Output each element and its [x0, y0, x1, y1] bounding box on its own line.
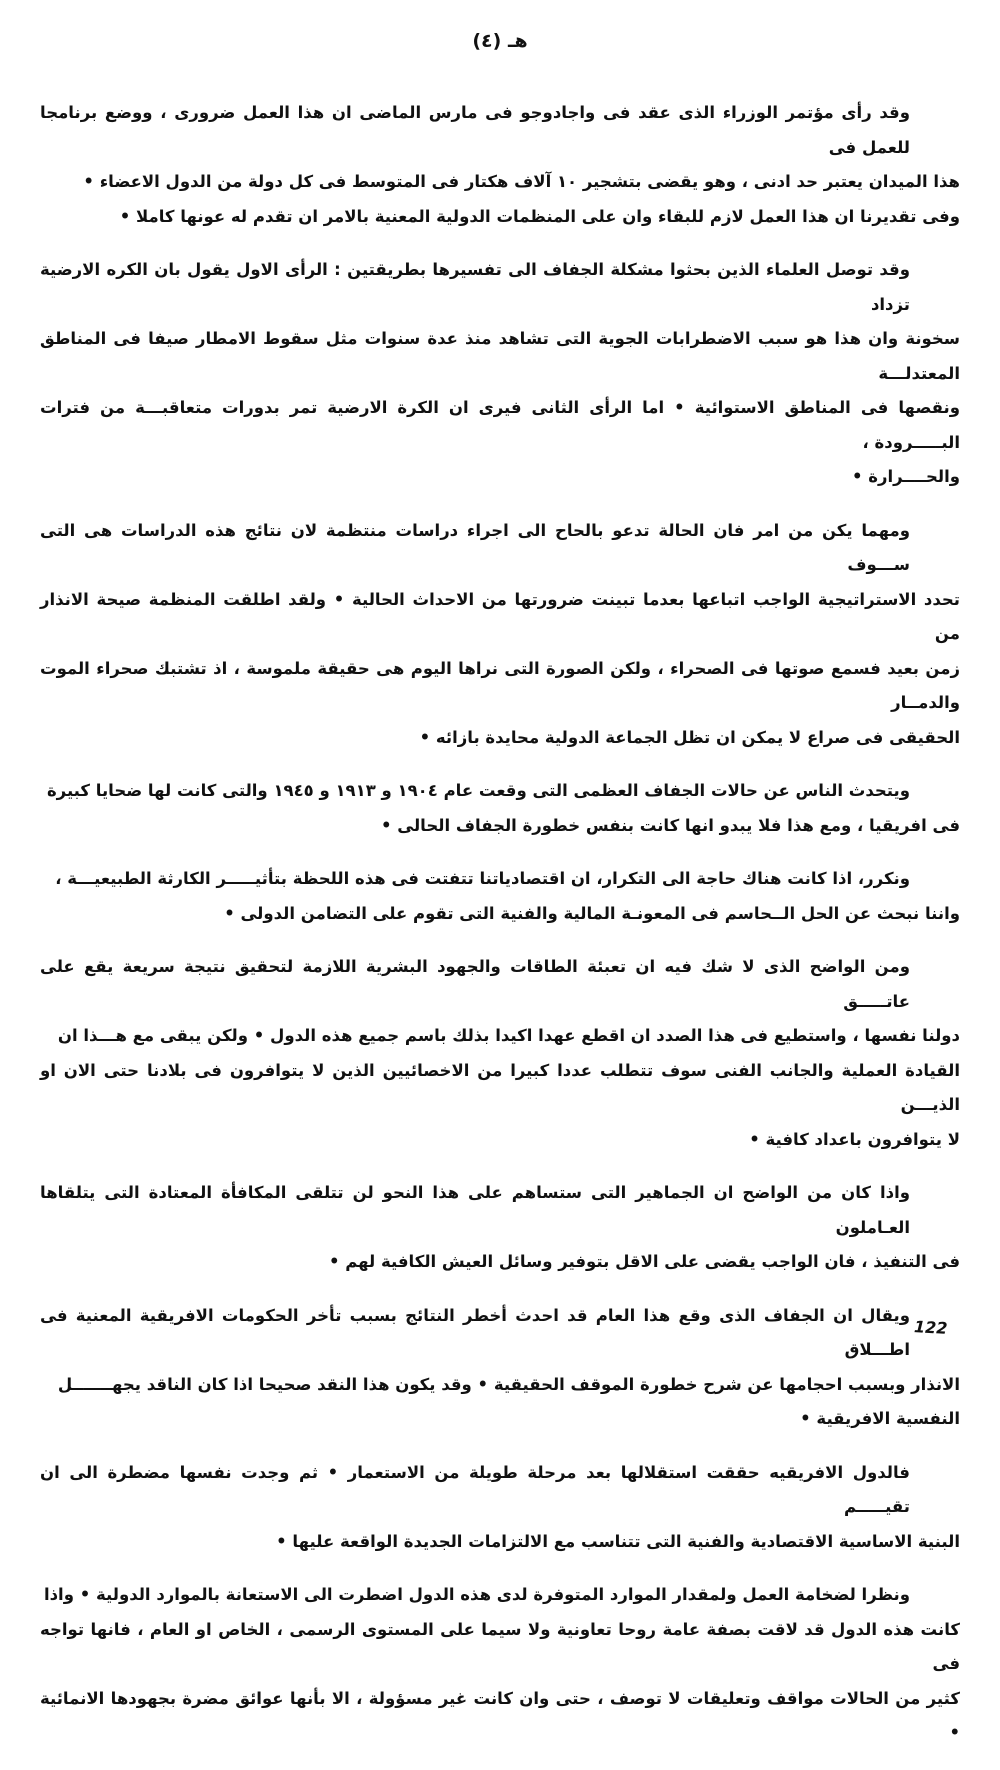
document-body: [40, 96, 960, 1770]
text-line: واذا كان من الواضح ان الجماهير التى ستساهم على هذا النحو لن تتلقى المكافأة المعتادة التى يتلقاها العـاملون: [40, 1183, 910, 1237]
paragraph: [40, 950, 960, 1157]
text-line: سخونة وان هذا هو سبب الاضطرابات الجوية التى تشاهد منذ عدة سنوات مثل سقوط الامطار صيفا فى المناطق المعتدلـــة: [40, 329, 960, 383]
text-line: وفى تقديرنا ان هذا العمل لازم للبقاء وان على المنظمات الدولية المعنية بالامر ان تقدم له عونها كاملا •: [119, 206, 960, 226]
text-line: ونكرر، اذا كانت هناك حاجة الى التكرار، ان اقتصادياتنا تتفتت فى هذه اللحظة بتأثيـــــر الكارثة الطبيعيـــة ،: [55, 869, 910, 888]
text-line: زمن بعيد فسمع صوتها فى الصحراء ، ولكن الصورة التى نراها اليوم هى حقيقة ملموسة ، اذ تشتبك صحراء الموت والدمــار: [40, 658, 960, 712]
text-line: وقد توصل العلماء الذين بحثوا مشكلة الجفاف الى تفسيرها بطريقتين : الرأى الاول يقول بان الكره الارضية تزداد: [40, 260, 910, 314]
text-line: ويتحدث الناس عن حالات الجفاف العظمى التى وقعت عام ١٩٠٤ و ١٩١٣ و ١٩٤٥ والتى كانت لها ضحايا كبيرة: [46, 781, 910, 800]
text-line: كثير من الحالات مواقف وتعليقات لا توصف ، حتى وان كانت غير مسؤولة ، الا بأنها عوائق مضرة بجهودها الانمائية •: [40, 1688, 960, 1742]
paragraph: [40, 1456, 960, 1560]
text-line: وقد رأى مؤتمر الوزراء الذى عقد فى واجادوجو فى مارس الماضى ان هذا العمل ضرورى ، ووضع برنامجا للعمل فى: [40, 103, 910, 157]
text-line: ونظرا لضخامة العمل ولمقدار الموارد المتوفرة لدى هذه الدول اضطرت الى الاستعانة بالموارد الدولية • واذا: [43, 1585, 910, 1604]
page-marker: هـ (٤): [472, 30, 528, 52]
text-line: فى افريقيا ، ومع هذا فلا يبدو انها كانت بنفس خطورة الجفاف الحالى •: [380, 815, 960, 835]
text-line: والحــــرارة •: [851, 467, 960, 486]
text-line: الحقيقى فى صراع لا يمكن ان تظل الجماعة الدولية محايدة بازائه •: [419, 727, 960, 747]
text-line: ومهما يكن من امر فان الحالة تدعو بالحاح الى اجراء دراسات منتظمة لان نتائج هذه الدراسات هى التى ســـوف: [40, 520, 910, 574]
text-line: ويقال ان الجفاف الذى وقع هذا العام قد احدث أخطر النتائج بسبب تأخر الحكومات الافريقية المعنية فى اطـــلاق: [40, 1305, 910, 1359]
text-line: فى التنفيذ ، فان الواجب يقضى على الاقل بتوفير وسائل العيش الكافية لهم •: [328, 1252, 960, 1271]
paragraph: [40, 774, 960, 843]
paragraph: [40, 1176, 960, 1280]
paragraph: [40, 1578, 960, 1751]
text-line: فالدول الافريقيه حققت استقلالها بعد مرحلة طويلة من الاستعمار • ثم وجدت نفسها مضطرة الى ان تقيـــــم: [40, 1462, 910, 1516]
paragraph: [40, 514, 960, 756]
text-line: واننا نبحث عن الحل الــحاسم فى المعونـة المالية والفنية التى تقوم على التضامن الدولى •: [224, 903, 960, 923]
text-line: هذا الميدان يعتبر حد ادنى ، وهو يقضى بتشجير ١٠ آلاف هكتار فى المتوسط فى كل دولة من الدول الاعضاء •: [83, 172, 960, 191]
text-line: البنية الاساسية الاقتصادية والفنية التى تتناسب مع الالتزامات الجديدة الواقعة عليها •: [276, 1531, 960, 1551]
text-line: لا يتوافرون باعداد كافية •: [749, 1129, 960, 1149]
text-line: النفسية الافريقية •: [800, 1409, 960, 1428]
page-number: 122: [913, 1317, 948, 1338]
paragraph: [40, 1299, 960, 1437]
text-line: ومن الواضح الذى لا شك فيه ان تعبئة الطاقات والجهود البشرية اللازمة لتحقيق نتيجة سريعة يقع على عاتـــــق: [40, 957, 910, 1011]
paragraph: [40, 253, 960, 495]
text-line: القيادة العملية والجانب الفنى سوف تتطلب عددا كبيرا من الاخصائيين الذين لا يتوافرون فى بلادنا حتى الان او الذيـــن: [40, 1060, 960, 1114]
text-line: الانذار وبسبب احجامها عن شرح خطورة الموقف الحقيقية • وقد يكون هذا النقد صحيحا اذا كان الناقد يجهـــــــل: [57, 1374, 960, 1394]
page-header: [0, 30, 1000, 52]
paragraph: [40, 862, 960, 931]
text-line: دولنا نفسها ، واستطيع فى هذا الصدد ان اقطع عهدا اكيدا بذلك باسم جميع هذه الدول • ولكن يبقى مع هـــذا ان: [57, 1026, 960, 1045]
text-line: تحدد الاستراتيجية الواجب اتباعها بعدما تبينت ضرورتها من الاحداث الحالية • ولقد اطلقت المنظمة صيحة الانذار من: [40, 589, 960, 643]
text-line: ونقصها فى المناطق الاستوائية • اما الرأى الثانى فيرى ان الكرة الارضية تمر بدورات متعاقبـــة من فترات البـــــرودة ،: [40, 398, 960, 452]
text-line: كانت هذه الدول قد لاقت بصفة عامة روحا تعاونية ولا سيما على المستوى الرسمى ، الخاص او العام ، فانها تواجه فى: [40, 1619, 960, 1673]
paragraph: [40, 96, 960, 234]
